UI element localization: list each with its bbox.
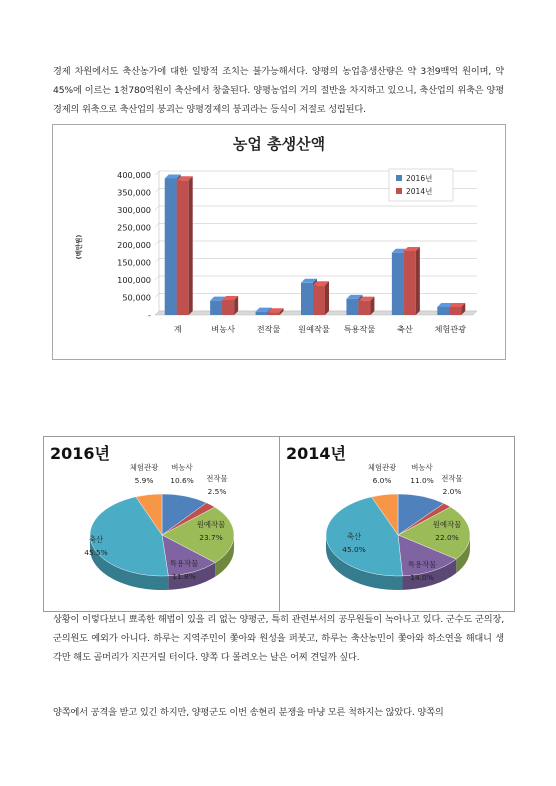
pie-value-label: 45.5% bbox=[84, 548, 108, 557]
grid-diagonal bbox=[155, 294, 159, 298]
pie-category-label: 벼농사 bbox=[411, 463, 433, 472]
pie-category-label: 원예작물 bbox=[432, 520, 462, 529]
grid-diagonal bbox=[155, 259, 159, 263]
bar-2014-side bbox=[416, 247, 420, 315]
x-tick-label: 특용작물 bbox=[343, 324, 376, 334]
y-tick-label: 150,000 bbox=[117, 257, 151, 268]
bar-2014 bbox=[449, 307, 461, 315]
pie-category-label: 체험관광 bbox=[367, 463, 397, 472]
y-tick-label: 100,000 bbox=[117, 275, 151, 285]
pie-category-label: 전작물 bbox=[206, 474, 228, 483]
y-tick-label: 50,000 bbox=[122, 292, 151, 303]
intro-paragraph: 경제 차원에서도 축산농가에 대한 일방적 조치는 불가능해서다. 양평의 농업총생산량은 약 3천9백억 원이며, 약 45%에 이르는 1천780억원이 축산에서 창출된다. 양평농업의 거의 절반을 차지하고 있으니, 축산업의 위축은 양평경제의 위축으로 축산업의 붕괴는 양평경제의 붕괴라는 등식이 저절로 성립된다. bbox=[53, 66, 504, 115]
pie-value-label: 23.7% bbox=[199, 533, 223, 542]
y-tick-label: 400,000 bbox=[117, 170, 151, 180]
bar-2014 bbox=[222, 300, 234, 315]
bar-chart bbox=[53, 125, 505, 359]
bar-2016 bbox=[437, 307, 449, 315]
pie-panel-2016 bbox=[43, 436, 281, 612]
grid-diagonal bbox=[155, 189, 159, 193]
bar-chart-panel bbox=[52, 124, 506, 360]
y-tick-label: 350,000 bbox=[117, 187, 151, 198]
x-tick-label: 벼농사 bbox=[211, 324, 236, 334]
pie-value-label: 2.0% bbox=[442, 487, 462, 496]
bar-2016 bbox=[392, 253, 404, 315]
pie-panel-2014 bbox=[279, 436, 515, 612]
legend-label-2016: 2016년 bbox=[406, 174, 433, 183]
x-tick-label: 체험관광 bbox=[434, 324, 467, 334]
pie-value-label: 2.5% bbox=[207, 487, 227, 496]
legend-swatch-2014 bbox=[396, 188, 402, 194]
bar-2016 bbox=[301, 283, 313, 315]
pie-value-label: 45.0% bbox=[342, 545, 366, 554]
pie-value-label: 11.0% bbox=[410, 476, 434, 485]
pie-value-label: 10.6% bbox=[170, 476, 194, 485]
y-tick-label: 200,000 bbox=[117, 240, 151, 250]
pie-value-label: 11.8% bbox=[172, 572, 196, 581]
y-tick-label: - bbox=[148, 310, 151, 320]
y-tick-label: 300,000 bbox=[117, 205, 151, 215]
pie-category-label: 전작물 bbox=[441, 474, 463, 483]
pie-category-label: 축산 bbox=[346, 532, 362, 541]
legend-label-2014: 2014년 bbox=[406, 187, 433, 196]
bar-2016 bbox=[256, 312, 268, 315]
pie-value-label: 5.9% bbox=[134, 476, 154, 485]
bar-2016 bbox=[165, 179, 177, 316]
pie-category-label: 원예작물 bbox=[196, 520, 226, 529]
pie-category-label: 축산 bbox=[88, 535, 104, 544]
x-tick-label: 원예작물 bbox=[298, 324, 330, 334]
pie-value-label: 14.0% bbox=[410, 573, 434, 582]
x-tick-label: 전작물 bbox=[256, 324, 281, 334]
pie-value-label: 22.0% bbox=[435, 533, 459, 542]
pie-chart-2016 bbox=[44, 437, 280, 611]
pie-value-label: 6.0% bbox=[372, 476, 392, 485]
pie-title: 2016년 bbox=[50, 444, 110, 463]
y-tick-label: 250,000 bbox=[117, 222, 151, 233]
pie-category-label: 벼농사 bbox=[171, 463, 193, 472]
legend-swatch-2016 bbox=[396, 175, 402, 181]
pie-category-label: 특용작물 bbox=[169, 559, 199, 568]
bar-2014-side bbox=[325, 281, 329, 315]
grid-diagonal bbox=[155, 241, 159, 245]
pie-category-label: 특용작물 bbox=[407, 560, 437, 569]
bar-2014 bbox=[313, 285, 325, 315]
bar-2014 bbox=[358, 301, 370, 315]
x-tick-label: 계 bbox=[173, 324, 182, 334]
grid-diagonal bbox=[155, 171, 159, 175]
x-tick-label: 축산 bbox=[396, 324, 413, 334]
grid-diagonal bbox=[155, 276, 159, 280]
pie-chart-2014 bbox=[280, 437, 514, 611]
bar-2014-side bbox=[189, 176, 193, 315]
closing-paragraph: 양쪽에서 공격을 받고 있긴 하지만, 양평군도 이번 송현리 분쟁을 마냥 모른 척하지는 않았다. 양쪽의 bbox=[53, 707, 444, 718]
bar-2014 bbox=[268, 312, 280, 315]
chart-title: 농업 총생산액 bbox=[232, 135, 326, 153]
bar-2014 bbox=[177, 180, 189, 315]
grid-diagonal bbox=[155, 224, 159, 228]
bar-2016 bbox=[346, 299, 358, 315]
bar-2016 bbox=[210, 301, 222, 315]
grid-diagonal bbox=[155, 206, 159, 210]
pie-title: 2014년 bbox=[286, 444, 346, 463]
pie-category-label: 체험관광 bbox=[129, 463, 159, 472]
bar-2014 bbox=[404, 251, 416, 315]
y-axis-label: (백만원) bbox=[75, 234, 83, 260]
body-paragraph: 상황이 이렇다보니 뾰족한 해법이 있을 리 없는 양평군, 특히 관련부서의 공무원들이 녹아나고 있다. 군수도 군의장, 군의원도 예외가 아니다. 하루는 지역주민이 쫓아와 원성을 퍼붓고, 하루는 축산농민이 쫓아와 하소연을 해대니 생각만 해도 골머리가 지끈거릴 터이다. 양쪽 다 몰려오는 날은 어찌 견딜까 싶다. bbox=[53, 614, 504, 663]
